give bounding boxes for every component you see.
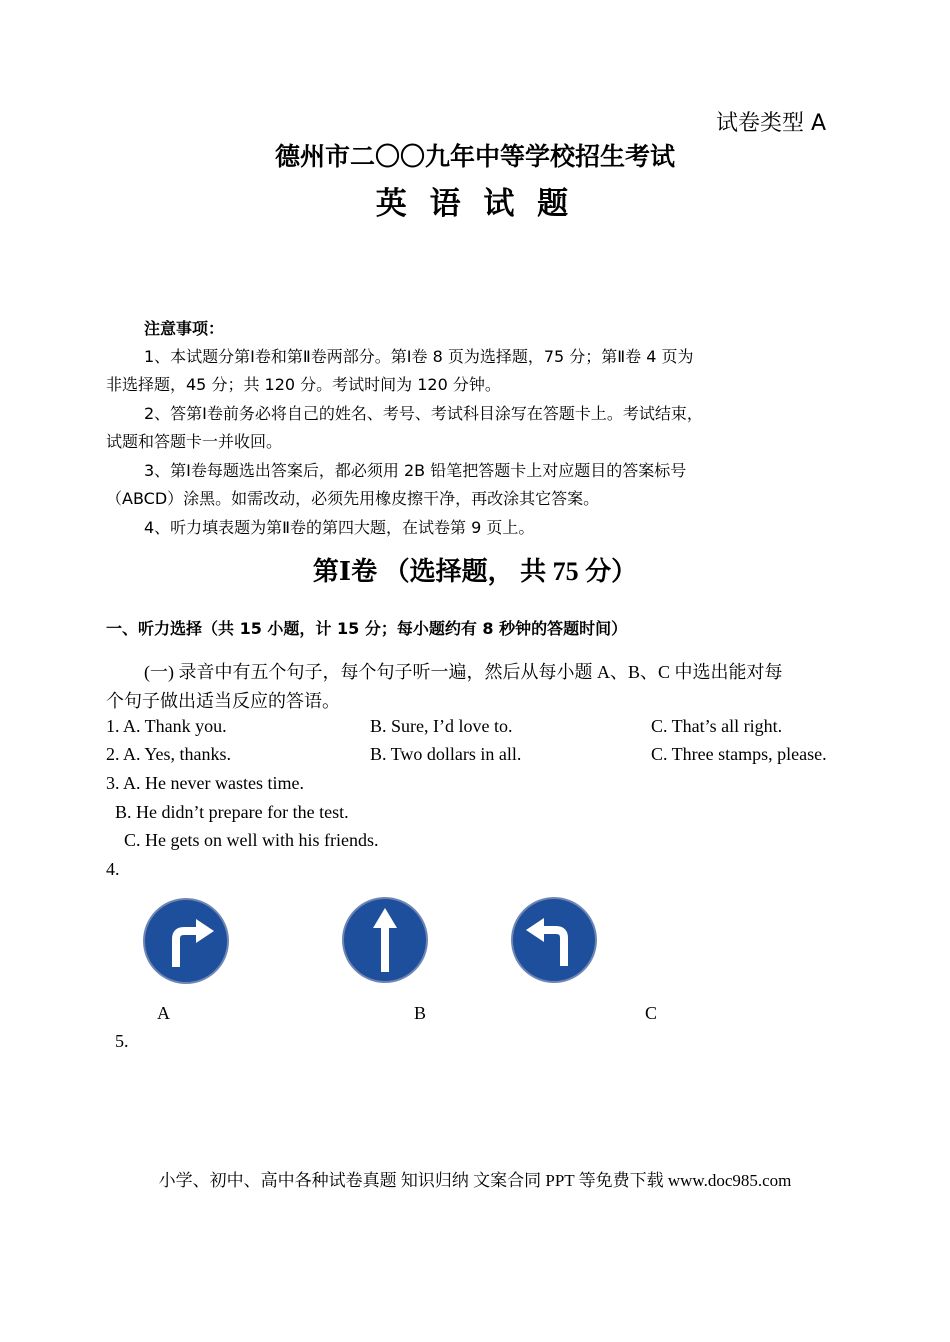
q2-option-b: B. Two dollars in all. (370, 744, 522, 764)
notice-line: 2、答第Ⅰ卷前务必将自己的姓名、考号、考试科目涂写在答题卡上。考试结束， (144, 404, 703, 423)
turn-right-sign-icon (142, 897, 230, 985)
footer-text: 小学、初中、高中各种试卷真题 知识归纳 文案合同 PPT 等免费下载 www.doc985.com (158, 1171, 792, 1190)
turn-left-sign-icon (510, 896, 598, 984)
q1-option-b: B. Sure, I’d love to. (370, 716, 513, 736)
straight-ahead-sign-icon (341, 896, 429, 984)
paper-type-label: 试卷类型 A (716, 111, 827, 136)
notice-line: 非选择题，45 分；共 120 分。考试时间为 120 分钟。 (106, 375, 501, 394)
q1-option-c: C. That’s all right. (651, 716, 783, 736)
q4-number: 4. (106, 859, 120, 879)
q3-option-c: C. He gets on well with his friends. (124, 830, 379, 850)
q3-option-b: B. He didn’t prepare for the test. (115, 802, 349, 822)
notice-line: 4、听力填表题为第Ⅱ卷的第四大题，在试卷第 9 页上。 (144, 518, 535, 537)
notice-line: 1、本试题分第Ⅰ卷和第Ⅱ卷两部分。第Ⅰ卷 8 页为选择题，75 分；第Ⅱ卷 4 页为 (144, 347, 694, 366)
exam-title: 德州市二〇〇九年中等学校招生考试 (274, 142, 675, 171)
sign-label-b: B (414, 1003, 427, 1023)
notice-heading: 注意事项： (144, 319, 225, 338)
q3-option-a: 3. A. He never wastes time. (106, 773, 304, 793)
q5-number: 5. (115, 1031, 129, 1051)
instruction-line: (一) 录音中有五个句子，每个句子听一遍，然后从每小题 A、B、C 中选出能对每 (144, 662, 783, 682)
q2-option-a: 2. A. Yes, thanks. (106, 744, 232, 764)
part1-title: 第Ⅰ卷 （选择题， 共 75 分） (312, 557, 638, 586)
subject-title: 英 语 试 题 (375, 186, 575, 222)
sign-label-a: A (157, 1003, 170, 1023)
section-title: 一、听力选择（共 15 小题，计 15 分；每小题约有 8 秒钟的答题时间） (106, 619, 628, 638)
notice-line: （ABCD）涂黑。如需改动，必须先用橡皮擦干净，再改涂其它答案。 (106, 489, 600, 508)
notice-line: 试题和答题卡一并收回。 (106, 432, 283, 451)
notice-line: 3、第Ⅰ卷每题选出答案后，都必须用 2B 铅笔把答题卡上对应题目的答案标号 (144, 461, 687, 480)
sign-label-c: C (645, 1003, 658, 1023)
instruction-line: 个句子做出适当反应的答语。 (106, 691, 340, 711)
q1-option-a: 1. A. Thank you. (106, 716, 227, 736)
q2-option-c: C. Three stamps, please. (651, 744, 827, 764)
